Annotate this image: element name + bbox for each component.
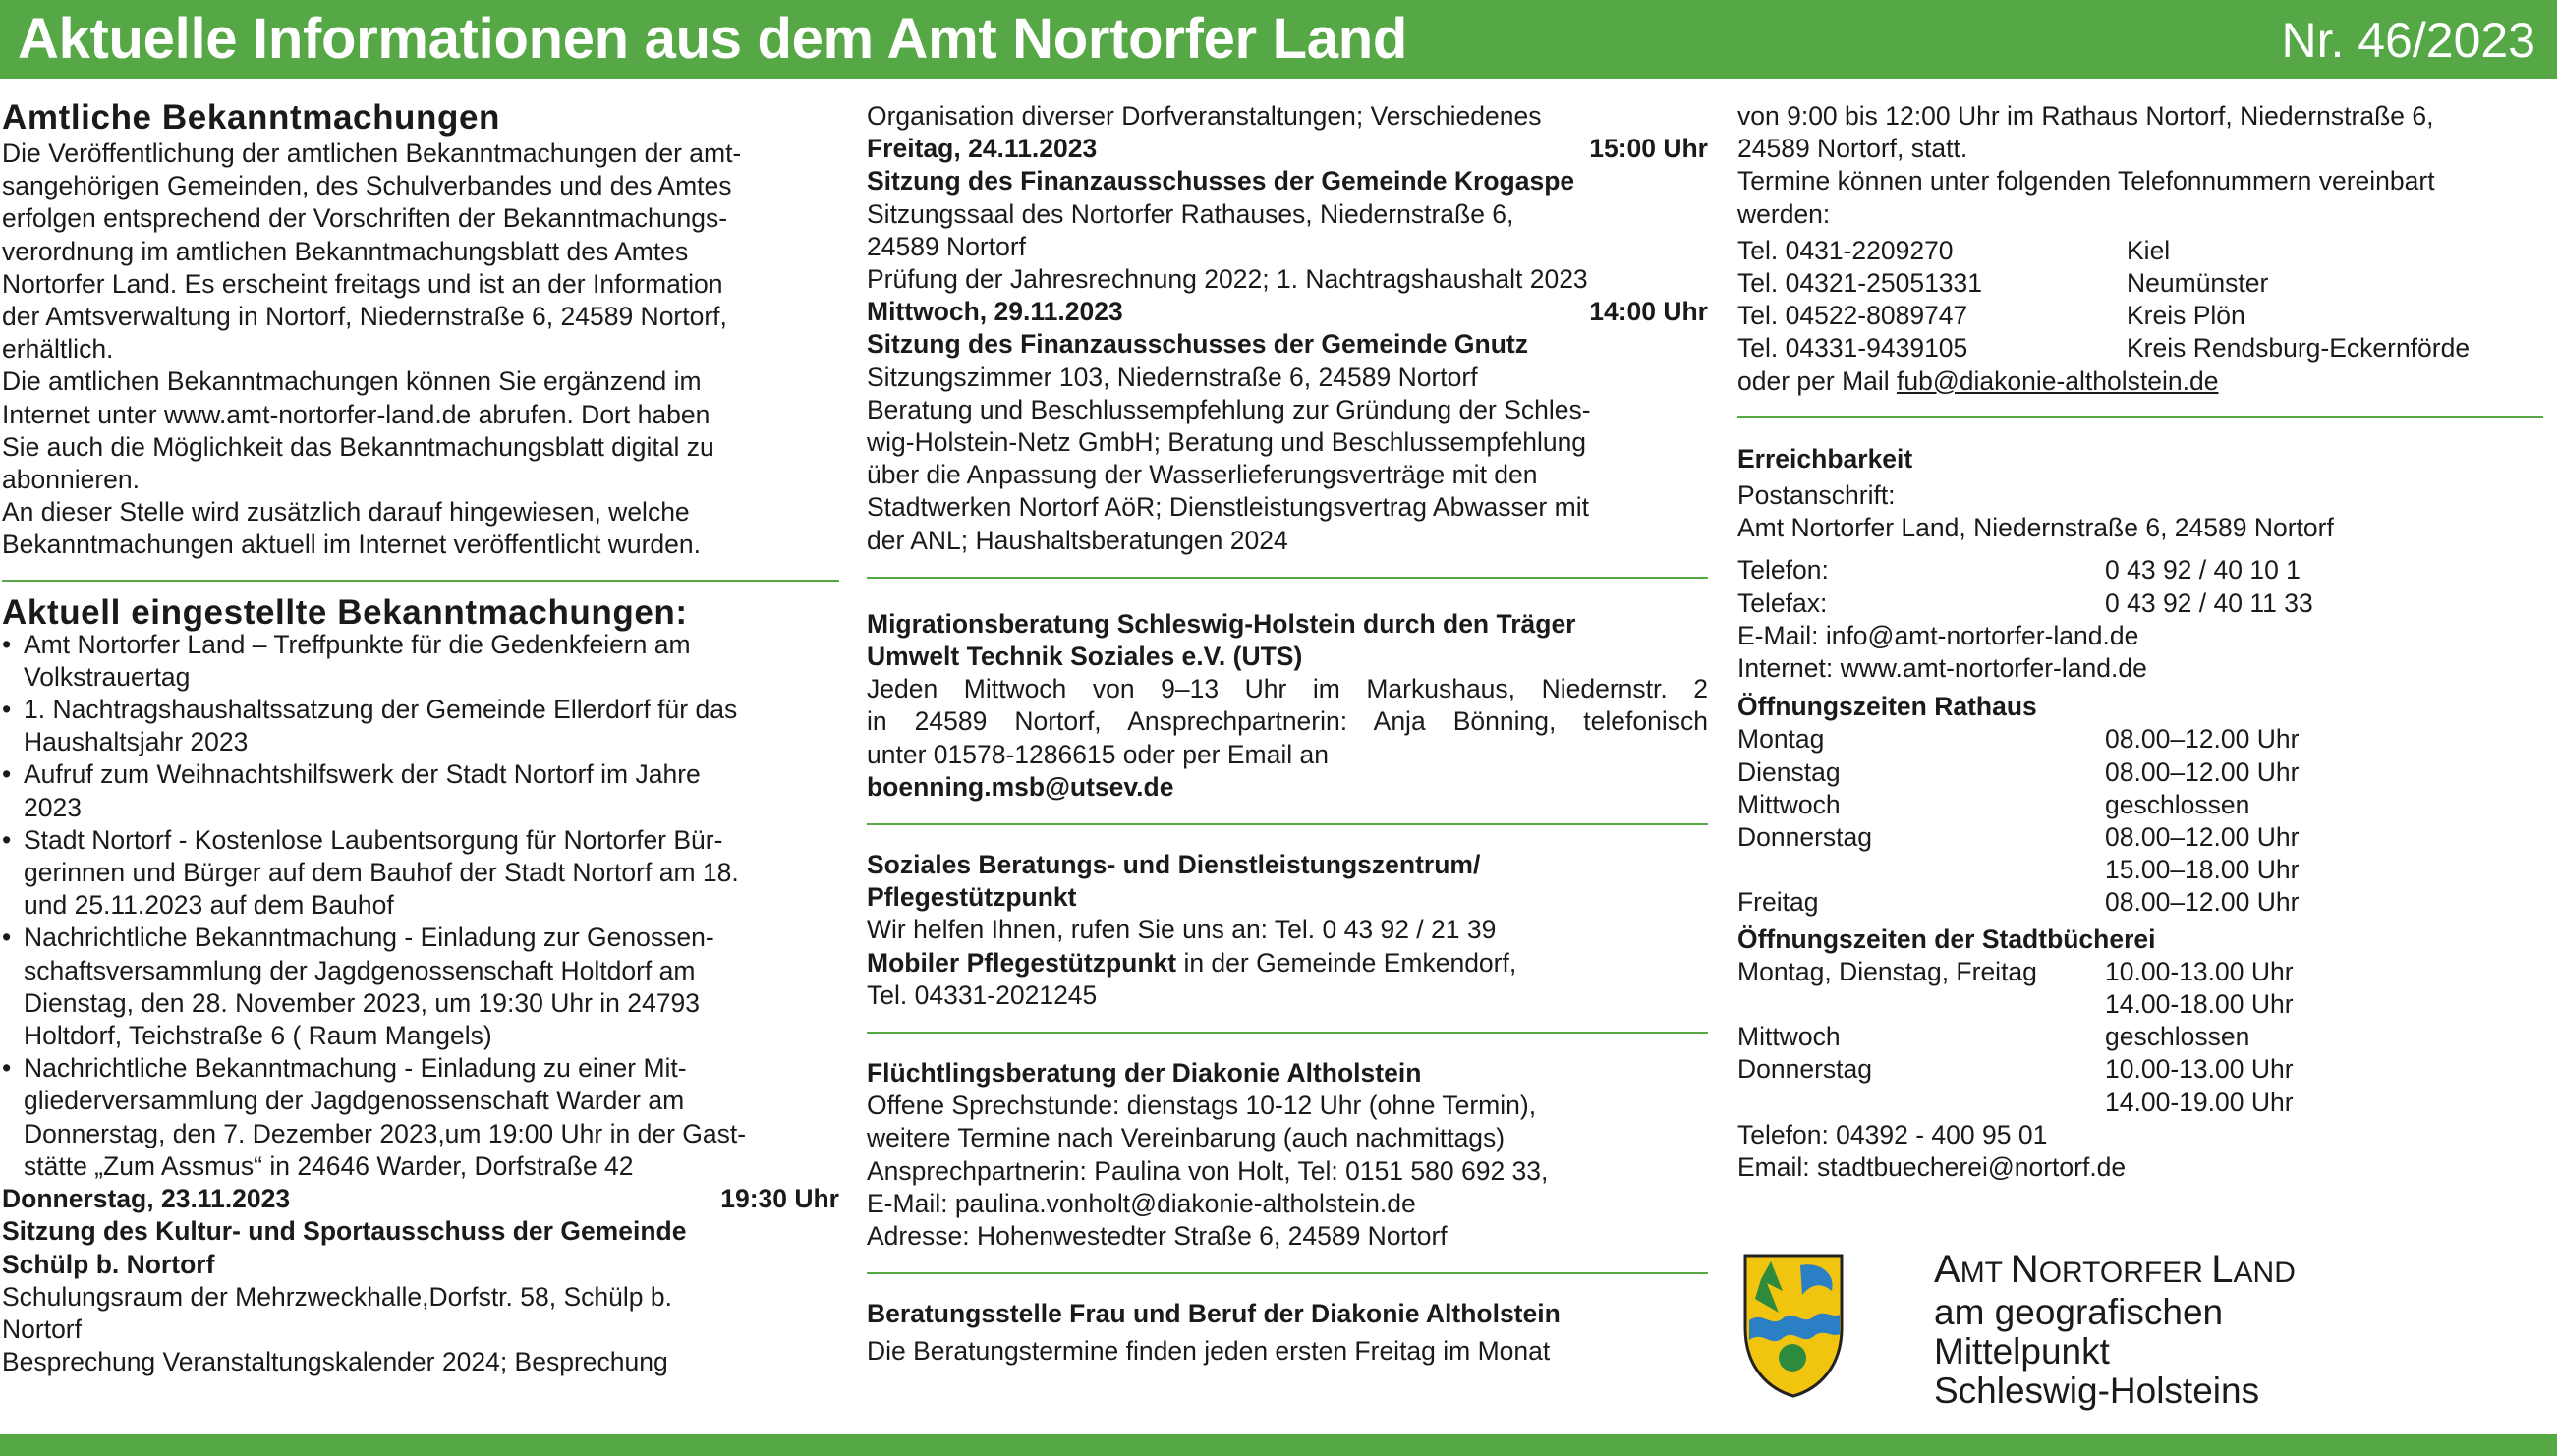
- table-row: [1737, 789, 2543, 821]
- logo-text: [1934, 1250, 2296, 1411]
- text-line: sangehörigen Gemeinden, des Schulverbandes und des Amtes: [2, 171, 732, 201]
- phone-place: Kreis Rendsburg-Eckernförde: [2127, 333, 2471, 364]
- list-item[interactable]: [2, 922, 839, 1052]
- text-line: stätte „Zum Assmus“ in 24646 Warder, Dorfstraße 42: [24, 1150, 634, 1181]
- text-line: Haushaltsjahr 2023: [24, 727, 249, 757]
- frau-section: [867, 1274, 1708, 1367]
- text-line: Amt Nortorfer Land, Niedernstraße 6, 24589 Nortorf: [1737, 513, 2334, 543]
- phone-line[interactable]: Telefon: 04392 - 400 95 01: [1737, 1119, 2048, 1149]
- column-left: [2, 79, 839, 1378]
- section-title: Pflegestützpunkt: [867, 882, 1077, 913]
- day: Mittwoch: [1737, 789, 1841, 819]
- migration-section: [867, 579, 1708, 804]
- bullet: •: [2, 629, 12, 659]
- text-line: Tel. 04331-2021245: [867, 980, 1098, 1010]
- logo-line: Mittelpunkt: [1934, 1331, 2110, 1372]
- text-line: Beratung und Beschlussempfehlung zur Gründung der Schles-: [867, 394, 1591, 424]
- table-row: [1737, 723, 2543, 756]
- text-line: schaftsversammlung der Jagdgenossenschaft Holtdorf am: [24, 955, 696, 985]
- text-line: Sitzungszimmer 103, Niedernstraße 6, 24589 Nortorf: [867, 362, 1478, 392]
- phone-number[interactable]: Tel. 04522-8089747: [1737, 301, 1968, 331]
- mail-prefix: oder per Mail: [1737, 365, 1898, 396]
- table-row: [1737, 588, 2543, 620]
- contact-label: Telefax:: [1737, 588, 1828, 618]
- termin-date-row: [867, 296, 1708, 328]
- phone-place: Kiel: [2127, 235, 2171, 265]
- mobil-text: in der Gemeinde Emkendorf,: [1176, 947, 1517, 978]
- text-line: weitere Termine nach Vereinbarung (auch nachmittags): [867, 1123, 1506, 1153]
- text-line: 1. Nachtragshaushaltssatzung der Gemeinde Ellerdorf für das: [24, 695, 738, 725]
- text-line: Donnerstag, den 7. Dezember 2023,um 19:00 Uhr in der Gast-: [24, 1118, 747, 1148]
- phone-table: [1737, 235, 2543, 365]
- text-line: unter 01578-1286615 oder per Email an: [867, 739, 1329, 769]
- list-item[interactable]: [2, 694, 839, 758]
- termin-kultur: [2, 1183, 839, 1378]
- hours: 10.00-13.00 Uhr: [2105, 956, 2294, 986]
- text-line: Sie auch die Möglichkeit das Bekanntmachungsblatt digital zu: [2, 431, 714, 462]
- text-line: 2023: [24, 792, 82, 822]
- phone-number[interactable]: Tel. 04331-9439105: [1737, 333, 1968, 364]
- termin-date: Donnerstag, 23.11.2023: [2, 1184, 291, 1214]
- text-line: Internet unter www.amt-nortorfer-land.de abrufen. Dort haben: [2, 399, 710, 429]
- text-line: Postanschrift:: [1737, 480, 1896, 511]
- text-line: abonnieren.: [2, 465, 140, 495]
- text-line: Aufruf zum Weihnachtshilfswerk der Stadt Nortorf im Jahre: [24, 759, 701, 790]
- text-line: Die amtlichen Bekanntmachungen können Sie ergänzend im: [2, 366, 702, 397]
- section-title: Öffnungszeiten Rathaus: [1737, 692, 2037, 722]
- mobil-label: Mobiler Pflegestützpunkt: [867, 947, 1177, 978]
- text-line: der ANL; Haushaltsberatungen 2024: [867, 525, 1288, 555]
- text-line: Volkstrauertag: [24, 661, 191, 692]
- text-line: gliederversammlung der Jagdgenossenschaft Warder am: [24, 1086, 685, 1116]
- text-line: werden:: [1737, 198, 1831, 229]
- phone-place: Neumünster: [2127, 268, 2269, 299]
- logo-name: [1934, 1250, 2296, 1293]
- email-link[interactable]: boenning.msb@utsev.de: [867, 771, 1174, 802]
- bullet: •: [2, 923, 12, 953]
- termin-date-row: [2, 1183, 839, 1215]
- logo-letter: A: [1934, 1248, 1960, 1291]
- soziales-section: [867, 825, 1708, 1012]
- coat-of-arms-icon: [1741, 1252, 1846, 1399]
- table-row: [1737, 300, 2543, 332]
- section-title: Öffnungszeiten der Stadtbücherei: [1737, 924, 2156, 954]
- mail-link[interactable]: fub@diakonie-altholstein.de: [1897, 365, 2219, 396]
- table-row: [1737, 756, 2543, 789]
- amt-logo: [1739, 1248, 2545, 1415]
- text-line: Offene Sprechstunde: dienstags 10-12 Uhr (ohne Termin),: [867, 1091, 1537, 1121]
- list-item[interactable]: [2, 758, 839, 823]
- termin-time: 14:00 Uhr: [1589, 297, 1708, 327]
- section-title: Erreichbarkeit: [1737, 443, 1913, 474]
- day: [1737, 1087, 2105, 1119]
- fluechtling-section: [867, 1034, 1708, 1253]
- day: [1737, 854, 2105, 886]
- hours: 08.00–12.00 Uhr: [2105, 887, 2300, 918]
- mail-line: [1737, 365, 2543, 398]
- termin-title: Sitzung des Finanzausschusses der Gemeinde Gnutz: [867, 329, 1528, 360]
- email-line[interactable]: E-Mail: info@amt-nortorfer-land.de: [1737, 620, 2139, 650]
- bullet: •: [2, 1053, 12, 1084]
- page-title: Aktuelle Informationen aus dem Amt Nortorfer Land: [18, 7, 1407, 71]
- page-header: [0, 0, 2557, 79]
- rathaus-hours: [1737, 691, 2543, 919]
- logo-letter: N: [2010, 1248, 2039, 1291]
- day: Mittwoch: [1737, 1022, 1841, 1052]
- text-line: verordnung im amtlichen Bekanntmachungsblatt des Amtes: [2, 236, 689, 266]
- logo-letter: L: [2211, 1248, 2234, 1291]
- section-title: Beratungsstelle Frau und Beruf der Diakonie Altholstein: [867, 1299, 1561, 1329]
- termin-time: 15:00 Uhr: [1589, 134, 1708, 164]
- column-right: [1737, 79, 2543, 1184]
- text-line: Nachrichtliche Bekanntmachung - Einladung zur Genossen-: [24, 923, 714, 953]
- text-line: über die Anpassung der Wasserlieferungsverträge mit den: [867, 460, 1538, 490]
- table-row: [1737, 1021, 2543, 1053]
- text-line: Die Beratungstermine finden jeden ersten Freitag im Monat: [867, 1335, 1551, 1366]
- text-line: Schulungsraum der Mehrzweckhalle,Dorfstr. 58, Schülp b.: [2, 1281, 672, 1312]
- contact-value[interactable]: 0 43 92 / 40 10 1: [2105, 555, 2301, 586]
- text-line: E-Mail: paulina.vonholt@diakonie-altholstein.de: [867, 1188, 1416, 1218]
- text-line: 24589 Nortorf, statt.: [1737, 134, 1968, 164]
- list-item[interactable]: [2, 629, 839, 694]
- text-line: Termine können unter folgenden Telefonnummern vereinbart: [1737, 166, 2435, 196]
- table-row: [1737, 235, 2543, 267]
- table-row: [1737, 988, 2543, 1021]
- text-line: Organisation diverser Dorfveranstaltungen; Verschiedenes: [867, 101, 1542, 131]
- text-line: von 9:00 bis 12:00 Uhr im Rathaus Nortorf, Niedernstraße 6,: [1737, 101, 2434, 131]
- day: Donnerstag: [1737, 1054, 1873, 1085]
- logo-letter: MT: [1960, 1257, 2011, 1289]
- bullet: •: [2, 824, 12, 855]
- logo-letter: ORTORFER: [2038, 1257, 2212, 1289]
- termin-date: Mittwoch, 29.11.2023: [867, 297, 1123, 327]
- text-line: Holtdorf, Teichstraße 6 ( Raum Mangels): [24, 1021, 492, 1051]
- text-line: wig-Holstein-Netz GmbH; Beratung und Beschlussempfehlung: [867, 427, 1587, 458]
- text-line: Adresse: Hohenwestedter Straße 6, 24589 Nortorf: [867, 1221, 1448, 1252]
- table-row: [1737, 1053, 2543, 1086]
- day: Donnerstag: [1737, 822, 1873, 853]
- section-title: Soziales Beratungs- und Dienstleistungszentrum/: [867, 850, 1481, 880]
- table-row: [1737, 854, 2543, 886]
- list-item[interactable]: [2, 824, 839, 923]
- text-line: Die Veröffentlichung der amtlichen Bekanntmachungen der amt-: [2, 139, 742, 168]
- termin-title: Sitzung des Finanzausschusses der Gemeinde Krogaspe: [867, 166, 1575, 196]
- text-line: und 25.11.2023 auf dem Bauhof: [24, 890, 394, 921]
- text-line: in 24589 Nortorf, Ansprechpartnerin: Anja Bönning, telefonisch: [867, 706, 1708, 737]
- aktuell-section: [2, 582, 839, 1183]
- termin-krogaspe: [867, 133, 1708, 296]
- hours: 08.00–12.00 Uhr: [2105, 724, 2300, 755]
- hours: 15.00–18.00 Uhr: [2105, 855, 2300, 885]
- hours: 14.00-18.00 Uhr: [2105, 989, 2294, 1020]
- issue-number: Nr. 46/2023: [2281, 13, 2535, 68]
- text-line: Amt Nortorfer Land – Treffpunkte für die Gedenkfeiern am: [24, 629, 691, 659]
- phone-number[interactable]: Tel. 04321-25051331: [1737, 268, 1983, 299]
- page-footer-bar: [0, 1434, 2557, 1456]
- email-line[interactable]: Email: stadtbuecherei@nortorf.de: [1737, 1152, 2127, 1183]
- table-row: [1737, 821, 2543, 854]
- hours: 08.00–12.00 Uhr: [2105, 756, 2300, 787]
- table-row: [1737, 956, 2543, 988]
- day: Freitag: [1737, 887, 1819, 918]
- list-item[interactable]: [2, 1052, 839, 1183]
- fub-intro: [1737, 79, 2543, 231]
- text-line: der Amtsverwaltung in Nortorf, Niedernstraße 6, 24589 Nortorf,: [2, 302, 727, 332]
- termin-time: 19:30 Uhr: [720, 1184, 839, 1214]
- text-line: Bekanntmachungen aktuell im Internet veröffentlicht wurden.: [2, 530, 702, 560]
- termin-title: Sitzung des Kultur- und Sportausschuss der Gemeinde: [2, 1216, 687, 1247]
- day: Montag: [1737, 724, 1825, 755]
- hours: 14.00-19.00 Uhr: [2105, 1087, 2294, 1117]
- amtliche-section: [2, 79, 839, 562]
- text-line: Nortorf: [2, 1314, 82, 1344]
- section-title: Umwelt Technik Soziales e.V. (UTS): [867, 642, 1303, 672]
- hours: geschlossen: [2105, 1022, 2250, 1052]
- contact-label: Telefon:: [1737, 555, 1829, 586]
- table-row: [1737, 1087, 2543, 1119]
- text-line: Besprechung Veranstaltungskalender 2024; Besprechung: [2, 1347, 668, 1377]
- phone-number[interactable]: Tel. 0431-2209270: [1737, 235, 1954, 265]
- erreichbarkeit-section: [1737, 418, 2543, 685]
- text-line: Dienstag, den 28. November 2023, um 19:30 Uhr in 24793: [24, 987, 700, 1018]
- text-line: An dieser Stelle wird zusätzlich darauf hingewiesen, welche: [2, 497, 690, 528]
- table-row: [1737, 332, 2543, 364]
- section-title: Flüchtlingsberatung der Diakonie Altholstein: [867, 1058, 1422, 1089]
- day: Montag, Dienstag, Freitag: [1737, 956, 2037, 986]
- text-line: Nachrichtliche Bekanntmachung - Einladung zu einer Mit-: [24, 1053, 687, 1084]
- logo-line: Schleswig-Holsteins: [1934, 1371, 2260, 1411]
- column-middle: [867, 79, 1708, 1368]
- table-row: [1737, 554, 2543, 587]
- text-line: gerinnen und Bürger auf dem Bauhof der Stadt Nortorf am 18.: [24, 858, 739, 888]
- text-line: erhältlich.: [2, 334, 114, 364]
- text-line: Ansprechpartnerin: Paulina von Holt, Tel: 0151 580 692 33,: [867, 1155, 1549, 1186]
- termin-title: Schülp b. Nortorf: [2, 1249, 215, 1279]
- internet-line[interactable]: Internet: www.amt-nortorfer-land.de: [1737, 653, 2147, 684]
- section-heading: Aktuell eingestellte Bekanntmachungen:: [2, 592, 688, 632]
- phone-place: Kreis Plön: [2127, 301, 2245, 331]
- termin-date-row: [867, 133, 1708, 165]
- termin-gnutz: [867, 296, 1708, 557]
- text-line: [867, 947, 1708, 980]
- text-line: Prüfung der Jahresrechnung 2022; 1. Nachtragshaushalt 2023: [867, 264, 1588, 295]
- text-line: Jeden Mittwoch von 9–13 Uhr im Markushaus, Niedernstr. 2: [867, 674, 1708, 704]
- logo-letter: AND: [2233, 1257, 2296, 1289]
- day: Dienstag: [1737, 756, 1841, 787]
- hours: 10.00-13.00 Uhr: [2105, 1054, 2294, 1085]
- text-line: Stadt Nortorf - Kostenlose Laubentsorgung für Nortorfer Bür-: [24, 824, 723, 855]
- text-line: Nortorfer Land. Es erscheint freitags und ist an der Information: [2, 268, 723, 299]
- section-heading: Amtliche Bekanntmachungen: [2, 98, 501, 137]
- text-line: Wir helfen Ihnen, rufen Sie uns an: Tel. 0 43 92 / 21 39: [867, 915, 1497, 945]
- bullet: •: [2, 695, 12, 725]
- text-line: 24589 Nortorf: [867, 231, 1027, 261]
- text-line: Sitzungssaal des Nortorfer Rathauses, Niedernstraße 6,: [867, 198, 1514, 229]
- text-line: erfolgen entsprechend der Vorschriften der Bekanntmachungs-: [2, 203, 728, 234]
- buecherei-hours: [1737, 924, 2543, 1185]
- hours: 08.00–12.00 Uhr: [2105, 822, 2300, 853]
- hours: geschlossen: [2105, 789, 2250, 819]
- logo-line: am geografischen: [1934, 1292, 2224, 1332]
- amtliche-body: [2, 138, 839, 562]
- table-row: [1737, 267, 2543, 300]
- contact-value: 0 43 92 / 40 11 33: [2105, 588, 2313, 618]
- termin-date: Freitag, 24.11.2023: [867, 134, 1098, 164]
- table-row: [1737, 886, 2543, 919]
- text-line: Stadtwerken Nortorf AöR; Dienstleistungsvertrag Abwasser mit: [867, 492, 1589, 523]
- bullet: •: [2, 759, 12, 790]
- day: [1737, 988, 2105, 1021]
- section-title: Migrationsberatung Schleswig-Holstein durch den Träger: [867, 608, 1576, 639]
